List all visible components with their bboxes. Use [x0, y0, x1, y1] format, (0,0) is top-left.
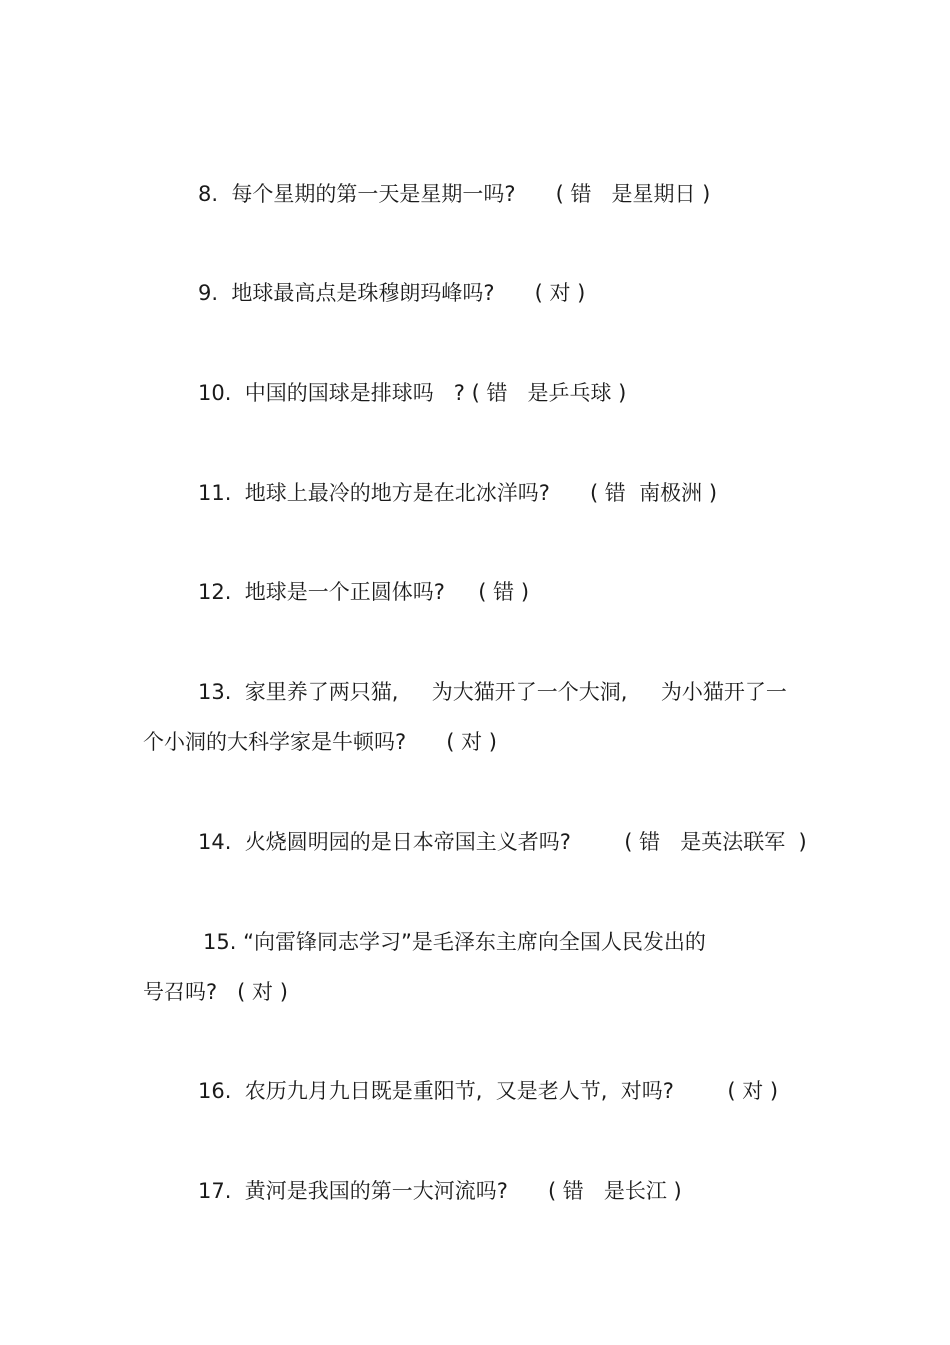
question-13-line-2: 个小洞的大科学家是牛顿吗? ( 对 ): [143, 730, 497, 754]
question-10: 10. 中国的国球是排球吗 ? ( 错 是乒乓球 ): [198, 381, 627, 405]
question-13-line-1: 13. 家里养了两只猫, 为大猫开了一个大洞, 为小猫开了一: [198, 680, 787, 704]
question-12: 12. 地球是一个正圆体吗? ( 错 ): [198, 580, 530, 604]
question-17: 17. 黄河是我国的第一大河流吗? ( 错 是长江 ): [198, 1179, 682, 1203]
question-11: 11. 地球上最冷的地方是在北冰洋吗? ( 错 南极洲 ): [198, 481, 718, 505]
question-16: 16. 农历九月九日既是重阳节, 又是老人节, 对吗? ( 对 ): [198, 1079, 779, 1103]
question-15-line-2: 号召吗? ( 对 ): [143, 980, 288, 1004]
question-14: 14. 火烧圆明园的是日本帝国主义者吗? ( 错 是英法联军 ): [198, 830, 807, 854]
question-9: 9. 地球最高点是珠穆朗玛峰吗? ( 对 ): [198, 281, 586, 305]
question-8: 8. 每个星期的第一天是星期一吗? ( 错 是星期日 ): [198, 182, 711, 206]
question-15-line-1: 15. “向雷锋同志学习”是毛泽东主席向全国人民发出的: [203, 930, 706, 954]
